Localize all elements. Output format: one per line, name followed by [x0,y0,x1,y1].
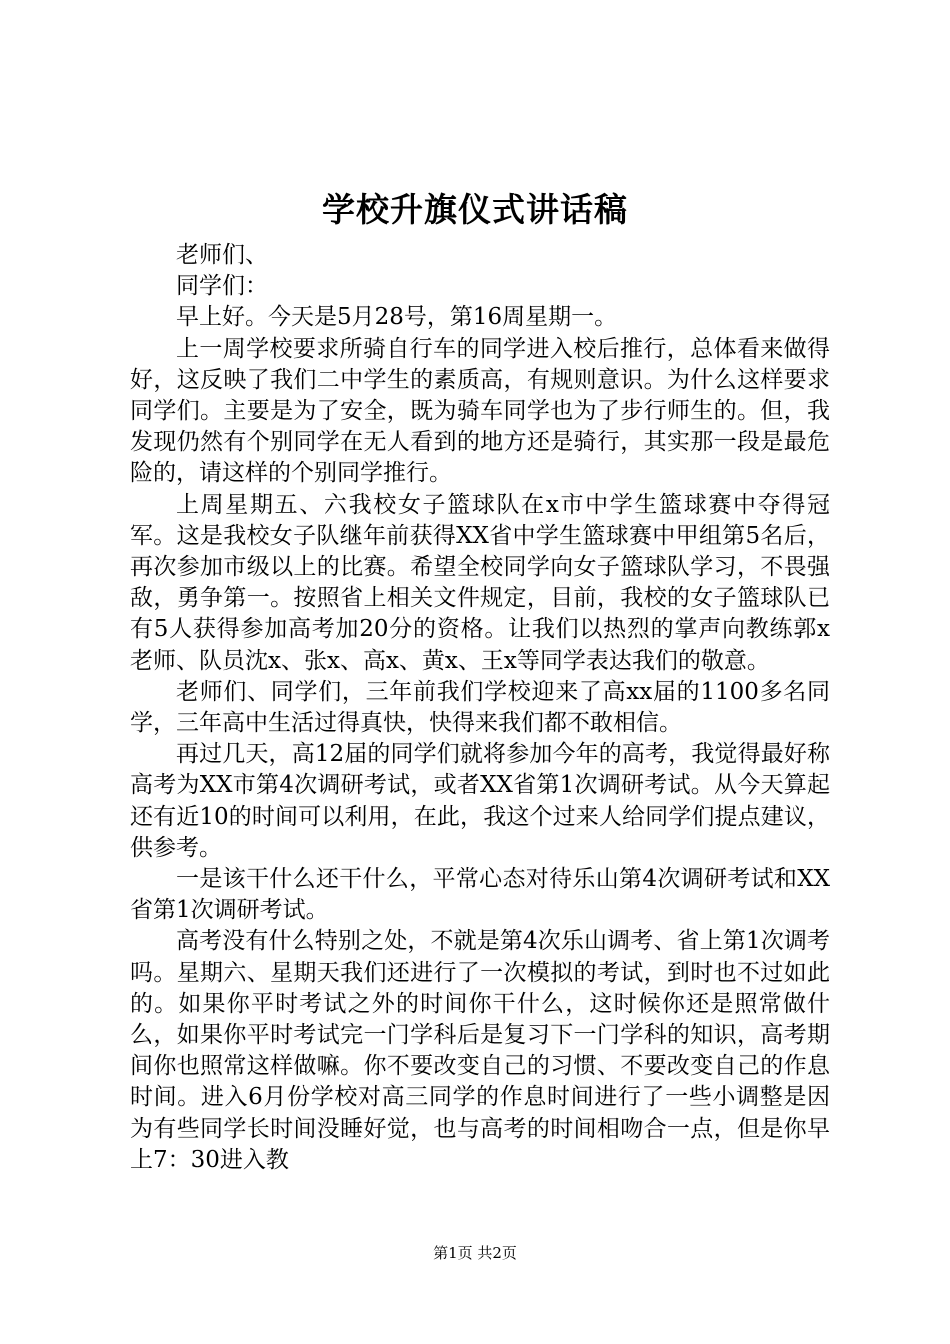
paragraph-no-special: 高考没有什么特别之处，不就是第4次乐山调考、省上第1次调考吗。星期六、星期天我们还进行了一次模拟的考试，到时也不过如此的。如果你平时考试之外的时间你干什么，这时候你还是照常做什么，如果你平时考试完一门学科后是复习下一门学科的知识，高考期间你也照常这样做嘛。你不要改变自己的习惯、不要改变自己的作息时间。进入6月份学校对高三同学的作息时间进行了一些小调整是因为有些同学长时间没睡好觉，也与高考的时间相吻合一点，但是你早上7：30进入教 [130,928,830,1173]
page-footer: 第1页 共2页 [433,1244,517,1262]
paragraph-basketball: 上周星期五、六我校女子篮球队在x市中学生篮球赛中夺得冠军。这是我校女子队继年前获得XX省中学生篮球赛中甲组第5名后，再次参加市级以上的比赛。希望全校同学向女子篮球队学习，不畏强敌，勇争第一。按照省上相关文件规定，目前，我校的女子篮球队已有5人获得参加高考加20分的资格。让我们以热烈的掌声向教练郭x老师、队员沈x、张x、高x、黄x、王x等同学表达我们的敬意。 [130,491,830,674]
document-body [130,240,830,1176]
paragraph-exam-advice: 再过几天，高12届的同学们就将参加今年的高考，我觉得最好称高考为XX市第4次调研考试，或者XX省第1次调研考试。从今天算起还有近10的时间可以利用，在此，我这个过来人给同学们提点建议，供参考。 [130,741,830,861]
paragraph-bicycle: 上一周学校要求所骑自行车的同学进入校后推行，总体看来做得好，这反映了我们二中学生的素质高，有规则意识。为什么这样要求同学们。主要是为了安全，既为骑车同学也为了步行师生的。但，我发现仍然有个别同学在无人看到的地方还是骑行，其实那一段是最危险的，请这样的个别同学推行。 [130,335,830,487]
paragraph-three-years: 老师们、同学们，三年前我们学校迎来了高xx届的1100多名同学，三年高中生活过得真快，快得来我们都不敢相信。 [130,678,830,737]
paragraph-salutation-students: 同学们： [176,273,268,300]
paragraph-salutation-teachers: 老师们、 [176,242,268,268]
document-title: 学校升旗仪式讲话稿 [322,190,628,229]
paragraph-point-one: 一是该干什么还干什么，平常心态对待乐山第4次调研考试和XX省第1次调研考试。 [130,866,830,924]
paragraph-greeting: 早上好。今天是5月28号，第16周星期一。 [176,304,618,331]
